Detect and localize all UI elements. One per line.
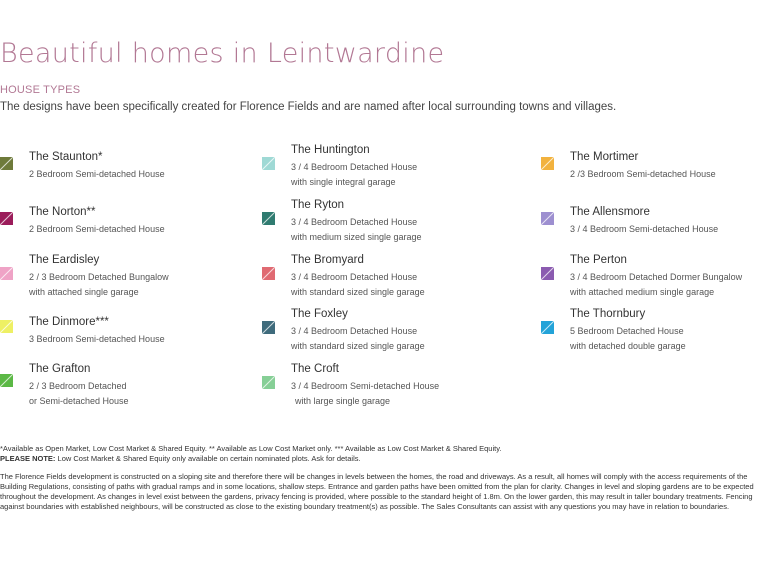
house-name: The Bromyard bbox=[291, 254, 364, 266]
house-description-line2: with medium sized single garage bbox=[291, 232, 422, 242]
house-description: 3 / 4 Bedroom Detached House bbox=[291, 217, 418, 227]
house-name: The Croft bbox=[291, 363, 339, 375]
house-description: 3 / 4 Bedroom Detached House bbox=[291, 162, 418, 172]
house-description: 3 / 4 Bedroom Detached House bbox=[291, 272, 418, 282]
house-type-eardisley bbox=[0, 253, 169, 300]
house-description: 3 / 4 Bedroom Detached House bbox=[291, 326, 418, 336]
house-name: The Huntington bbox=[291, 144, 370, 156]
house-description-line2: with attached single garage bbox=[29, 287, 139, 297]
color-swatch-icon bbox=[541, 321, 554, 334]
house-description: 2 Bedroom Semi-detached House bbox=[29, 224, 165, 234]
please-note bbox=[0, 454, 768, 464]
house-type-allensmore bbox=[541, 205, 718, 237]
house-type-thornbury bbox=[541, 307, 686, 354]
house-description: 2 /3 Bedroom Semi-detached House bbox=[570, 169, 716, 179]
color-swatch-icon bbox=[0, 320, 13, 333]
house-name: The Allensmore bbox=[570, 206, 650, 218]
house-type-perton bbox=[541, 253, 742, 300]
house-name: The Ryton bbox=[291, 199, 345, 211]
house-description-line2: with standard sized single garage bbox=[291, 341, 425, 351]
house-description: 3 Bedroom Semi-detached House bbox=[29, 334, 165, 344]
house-name: The Staunton* bbox=[29, 151, 103, 163]
color-swatch-icon bbox=[0, 157, 13, 170]
house-description: 2 / 3 Bedroom Detached bbox=[29, 381, 127, 391]
intro-text: The designs have been specifically created for Florence Fields and are named after local surrounding towns and villages. bbox=[0, 101, 617, 113]
house-description-line2: with attached medium single garage bbox=[570, 287, 715, 297]
house-type-grafton bbox=[0, 362, 129, 409]
house-name: The Thornbury bbox=[570, 308, 646, 320]
house-description-line2: with single integral garage bbox=[291, 177, 396, 187]
house-type-foxley bbox=[262, 307, 425, 354]
color-swatch-icon bbox=[262, 267, 275, 280]
house-description: 5 Bedroom Detached House bbox=[570, 326, 684, 336]
house-type-dinmore bbox=[0, 315, 165, 347]
house-description: 2 Bedroom Semi-detached House bbox=[29, 169, 165, 179]
house-description: 2 / 3 Bedroom Detached Bungalow bbox=[29, 272, 169, 282]
house-name: The Dinmore*** bbox=[29, 316, 109, 328]
color-swatch-icon bbox=[262, 157, 275, 170]
house-description-line2: with standard sized single garage bbox=[291, 287, 425, 297]
house-description: 3 / 4 Bedroom Detached Dormer Bungalow bbox=[570, 272, 743, 282]
color-swatch-icon bbox=[262, 212, 275, 225]
color-swatch-icon bbox=[541, 157, 554, 170]
house-description: 3 / 4 Bedroom Semi-detached House bbox=[291, 381, 440, 391]
house-description-line2: with large single garage bbox=[295, 396, 391, 406]
house-description: 3 / 4 Bedroom Semi-detached House bbox=[570, 224, 719, 234]
color-swatch-icon bbox=[262, 376, 275, 389]
house-type-bromyard bbox=[262, 253, 425, 300]
house-type-mortimer bbox=[541, 150, 716, 182]
house-type-croft bbox=[262, 362, 439, 409]
house-description-line2: with detached double garage bbox=[570, 341, 686, 351]
house-type-huntington bbox=[262, 143, 417, 190]
house-type-ryton bbox=[262, 198, 422, 245]
house-type-staunton bbox=[0, 150, 165, 182]
house-name: The Grafton bbox=[29, 363, 91, 375]
house-name: The Norton** bbox=[29, 206, 96, 218]
color-swatch-icon bbox=[0, 374, 13, 387]
house-description-line2: or Semi-detached House bbox=[29, 396, 129, 406]
page-title: Beautiful homes in Leintwardine bbox=[0, 38, 445, 69]
footnotes bbox=[0, 444, 768, 512]
please-note-text: Low Cost Market & Shared Equity only available on certain nominated plots. Ask for details. bbox=[55, 454, 361, 463]
availability-note: *Available as Open Market, Low Cost Market & Shared Equity. ** Available as Low Cost Market only. *** Available as Low Cost Market & Shared Equity. bbox=[0, 444, 502, 453]
section-heading: HOUSE TYPES bbox=[0, 84, 81, 96]
please-note-label: PLEASE NOTE: bbox=[0, 454, 56, 463]
house-name: The Foxley bbox=[291, 308, 348, 320]
house-name: The Mortimer bbox=[570, 151, 639, 163]
color-swatch-icon bbox=[0, 267, 13, 280]
color-swatch-icon bbox=[541, 267, 554, 280]
color-swatch-icon bbox=[262, 321, 275, 334]
color-swatch-icon bbox=[0, 212, 13, 225]
color-swatch-icon bbox=[541, 212, 554, 225]
disclaimer-paragraph: The Florence Fields development is constructed on a sloping site and therefore there will be changes in levels between the homes, the road and driveways. As a result, all homes will comply with the access requirements of the Building Regulations, consisting of paths with gradual ramps and in some locations, shallow steps. Entrance and garden paths have been omitted from the plan for clarity. Changes in level and sloping gardens are to be expected throughout the development. As changes in level exist between the gardens, privacy fencing is provided, where possible to the standard height of 1.8m. On the lower garden, this may result in taller boundary treatments. Fencing against boundaries with established neighbours, will be constructed as close to the existing boundary treatment(s) as possible. The Sales Consultants can assist with any questions you may have in relation to boundaries. bbox=[0, 472, 754, 511]
house-name: The Perton bbox=[570, 254, 627, 266]
house-name: The Eardisley bbox=[29, 254, 100, 266]
house-type-norton bbox=[0, 205, 165, 237]
